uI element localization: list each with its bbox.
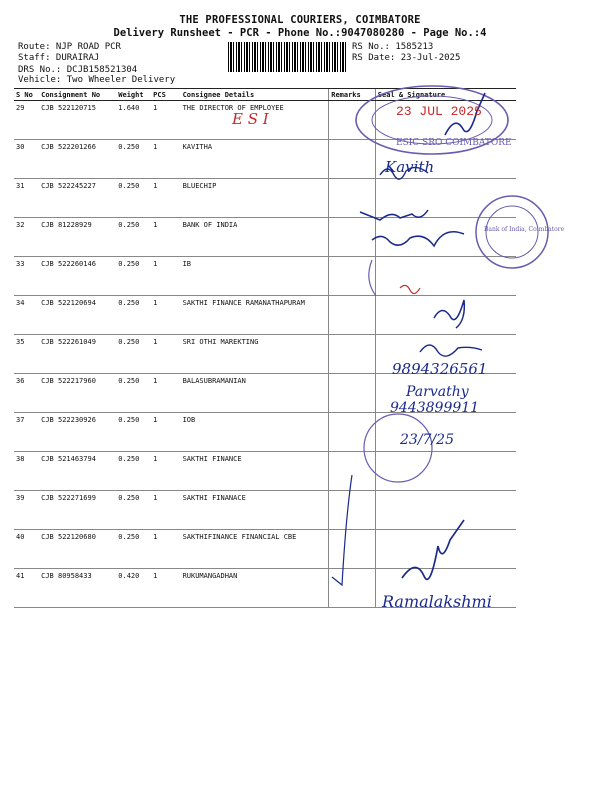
cell-consignment-no: CJB 522201266 — [39, 140, 116, 179]
cell-sno: 36 — [14, 374, 39, 413]
cell-pcs: 1 — [151, 569, 180, 608]
table-row — [14, 335, 516, 374]
cell-weight: 0.250 — [116, 452, 151, 491]
col-header-weight: Weight — [116, 89, 151, 101]
cell-remarks — [329, 452, 376, 491]
cell-consignment-no: CJB 522271699 — [39, 491, 116, 530]
cell-consignment-no: CJB 522217960 — [39, 374, 116, 413]
table-row — [14, 491, 516, 530]
name-36: Parvathy — [406, 384, 469, 400]
table-row — [14, 257, 516, 296]
table-row — [14, 374, 516, 413]
cell-remarks — [329, 296, 376, 335]
cell-consignee: THE DIRECTOR OF EMPLOYEE — [181, 101, 329, 140]
cell-remarks — [329, 569, 376, 608]
cell-pcs: 1 — [151, 101, 180, 140]
cell-sno: 29 — [14, 101, 39, 140]
col-header-remarks: Remarks — [329, 89, 376, 101]
cell-consignment-no: CJB 522120715 — [39, 101, 116, 140]
cell-remarks — [329, 335, 376, 374]
cell-remarks — [329, 413, 376, 452]
cell-consignee: SAKTHIFINANCE FINANCIAL CBE — [181, 530, 329, 569]
cell-sno: 40 — [14, 530, 39, 569]
cell-sno: 35 — [14, 335, 39, 374]
cell-signature — [375, 530, 516, 569]
cell-pcs: 1 — [151, 179, 180, 218]
rs-date: RS Date: 23-Jul-2025 — [352, 53, 461, 63]
name-41: Ramalakshmi — [382, 592, 492, 611]
cell-consignee: IB — [181, 257, 329, 296]
cell-signature — [375, 296, 516, 335]
barcode — [228, 42, 348, 72]
stamp-date: 23 JUL 2025 — [396, 104, 482, 119]
cell-consignment-no: CJB 522261049 — [39, 335, 116, 374]
cell-weight: 0.250 — [116, 296, 151, 335]
cell-consignment-no: CJB 81228929 — [39, 218, 116, 257]
table-row — [14, 218, 516, 257]
cell-consignment-no: CJB 522230926 — [39, 413, 116, 452]
cell-weight: 0.250 — [116, 413, 151, 452]
cell-signature — [375, 257, 516, 296]
cell-weight: 0.250 — [116, 374, 151, 413]
cell-weight: 0.250 — [116, 179, 151, 218]
cell-consignee: KAVITHA — [181, 140, 329, 179]
cell-consignee: BLUECHIP — [181, 179, 329, 218]
cell-sno: 32 — [14, 218, 39, 257]
phone-36: 9443899911 — [390, 400, 480, 416]
cell-weight: 1.640 — [116, 101, 151, 140]
table-row — [14, 140, 516, 179]
staff-info: Staff: DURAIRAJ — [18, 53, 100, 63]
cell-consignee: RUKUMANGADHAN — [181, 569, 329, 608]
cell-pcs: 1 — [151, 140, 180, 179]
table-row — [14, 296, 516, 335]
esic-stamp-text: ESIC SRO COIMBATORE — [396, 138, 512, 148]
col-header-pcs: PCS — [151, 89, 180, 101]
cell-pcs: 1 — [151, 530, 180, 569]
route-info: Route: NJP ROAD PCR — [18, 42, 121, 52]
cell-consignee: SRI OTHI MAREKTING — [181, 335, 329, 374]
cell-signature — [375, 413, 516, 452]
cell-consignment-no: CJB 522260146 — [39, 257, 116, 296]
cell-consignment-no: CJB 80958433 — [39, 569, 116, 608]
cell-signature — [375, 218, 516, 257]
col-header-consignment: Consignment No — [39, 89, 116, 101]
cell-sno: 39 — [14, 491, 39, 530]
cell-signature — [375, 374, 516, 413]
cell-consignee: BANK OF INDIA — [181, 218, 329, 257]
drs-info: DRS No.: DCJB158521304 — [18, 65, 138, 75]
cell-remarks — [329, 140, 376, 179]
cell-sno: 37 — [14, 413, 39, 452]
cell-weight: 0.420 — [116, 569, 151, 608]
cell-sno: 31 — [14, 179, 39, 218]
bank-stamp-text: Bank of India, Coimbatore — [484, 226, 565, 233]
cell-pcs: 1 — [151, 452, 180, 491]
cell-signature — [375, 140, 516, 179]
date-37: 23/7/25 — [400, 432, 454, 448]
cell-pcs: 1 — [151, 218, 180, 257]
cell-weight: 0.250 — [116, 530, 151, 569]
cell-sno: 34 — [14, 296, 39, 335]
runsheet-table — [14, 88, 516, 608]
cell-remarks — [329, 179, 376, 218]
cell-consignee: BALASUBRAMANIAN — [181, 374, 329, 413]
table-row — [14, 530, 516, 569]
cell-consignment-no: CJB 522120680 — [39, 530, 116, 569]
col-header-sno: S No — [14, 89, 39, 101]
cell-consignment-no: CJB 522245227 — [39, 179, 116, 218]
cell-consignee: SAKTHI FINANCE RAMANATHAPURAM — [181, 296, 329, 335]
cell-weight: 0.250 — [116, 335, 151, 374]
cell-remarks — [329, 101, 376, 140]
cell-consignee: IOB — [181, 413, 329, 452]
cell-pcs: 1 — [151, 335, 180, 374]
cell-pcs: 1 — [151, 413, 180, 452]
col-header-signature: Seal & Signature — [375, 89, 516, 101]
cell-remarks — [329, 530, 376, 569]
cell-signature — [375, 491, 516, 530]
cell-signature — [375, 569, 516, 608]
cell-remarks — [329, 257, 376, 296]
cell-signature — [375, 335, 516, 374]
table-row — [14, 101, 516, 140]
cell-pcs: 1 — [151, 257, 180, 296]
phone-35: 9894326561 — [392, 360, 488, 378]
company-title: THE PROFESSIONAL COURIERS, COIMBATORE — [179, 14, 421, 26]
cell-sno: 41 — [14, 569, 39, 608]
cell-consignee: SAKTHI FINANCE — [181, 452, 329, 491]
cell-weight: 0.250 — [116, 140, 151, 179]
runsheet-subtitle: Delivery Runsheet - PCR - Phone No.:9047080280 - Page No.:4 — [113, 27, 487, 39]
cell-consignment-no: CJB 522120694 — [39, 296, 116, 335]
cell-sno: 33 — [14, 257, 39, 296]
cell-signature — [375, 179, 516, 218]
signature-kavitha: Kavith — [385, 158, 435, 176]
cell-sno: 38 — [14, 452, 39, 491]
cell-weight: 0.250 — [116, 218, 151, 257]
cell-pcs: 1 — [151, 296, 180, 335]
table-row — [14, 452, 516, 491]
cell-signature — [375, 452, 516, 491]
cell-sno: 30 — [14, 140, 39, 179]
cell-pcs: 1 — [151, 374, 180, 413]
rs-number: RS No.: 1585213 — [352, 42, 434, 52]
cell-weight: 0.250 — [116, 491, 151, 530]
cell-consignee: SAKTHI FINANACE — [181, 491, 329, 530]
cell-remarks — [329, 218, 376, 257]
table-row — [14, 569, 516, 608]
cell-consignment-no: CJB 521463794 — [39, 452, 116, 491]
table-row — [14, 179, 516, 218]
vehicle-info: Vehicle: Two Wheeler Delivery — [18, 75, 176, 85]
table-header-row — [14, 89, 516, 101]
cell-remarks — [329, 491, 376, 530]
cell-signature — [375, 101, 516, 140]
cell-remarks — [329, 374, 376, 413]
esi-handwritten: E S I — [232, 110, 269, 128]
table-row — [14, 413, 516, 452]
cell-pcs: 1 — [151, 491, 180, 530]
cell-weight: 0.250 — [116, 257, 151, 296]
col-header-consignee: Consignee Details — [181, 89, 329, 101]
